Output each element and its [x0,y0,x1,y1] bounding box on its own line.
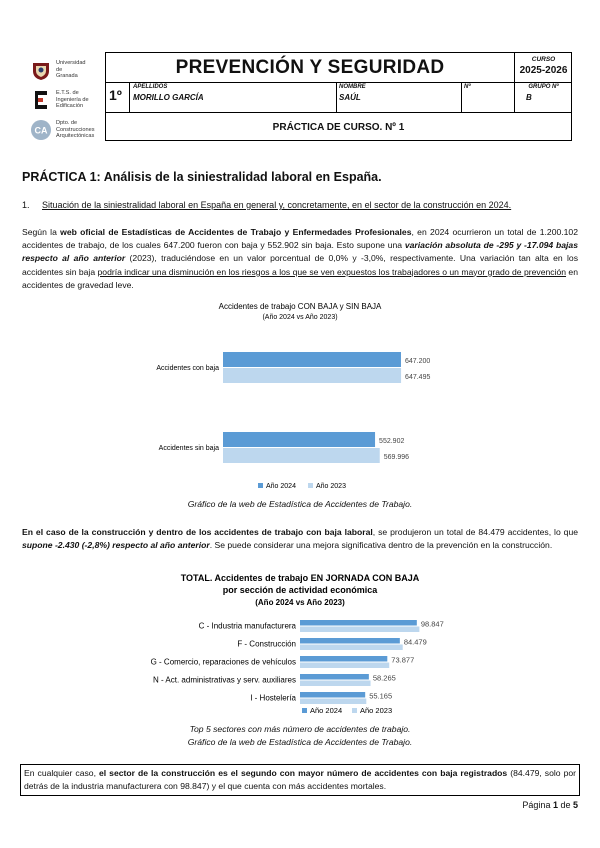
logo-text-line: Universidad [56,60,86,67]
apellidos-label: APELLIDOS [133,84,168,90]
section-item [22,200,511,210]
data-label: 569.996 [383,454,410,461]
logo-text-line: Granada [56,73,78,80]
data-label: 58.265 [372,673,396,683]
caption-chart-2b: Gráfico de la web de Estadística de Accidentes de Trabajo. [187,737,413,747]
page-title: PREVENCIÓN Y SEGURIDAD [175,57,445,78]
page-number: Página 1 de 5 [522,800,578,810]
bar [223,352,401,367]
caption-chart-1: Gráfico de la web de Estadística de Accidentes de Trabajo. [187,499,413,509]
bar [300,663,389,669]
bar [223,368,401,383]
category-label: Accidentes sin baja [158,445,219,452]
dca-logo-icon [30,119,52,141]
legend-swatch [302,708,307,713]
chart-title: TOTAL. Accidentes de trabajo EN JORNADA CON BAJA [180,573,420,583]
curso-value: 2025-2026 [519,65,568,76]
chart-subtitle: (Año 2024 vs Año 2023) [262,314,338,321]
bar [300,638,400,644]
university-crest-icon [30,59,52,81]
logo-university [30,55,105,85]
grupo-value: B [526,93,532,102]
category-label: F - Construcción [237,639,296,649]
category-label: I - Hostelería [250,693,296,703]
data-label: 647.200 [404,358,431,365]
bar [300,627,419,633]
data-label: 647.495 [405,374,431,381]
data-label: 84.479 [403,637,427,647]
bar [300,692,365,698]
item-text: Situación de la siniestralidad laboral en España en general y, concretamente, en el sector de la construcción en 2024. [42,200,512,210]
bar [300,681,371,687]
conclusion-box: En cualquier caso, el sector de la construcción es el segundo con mayor número de accidentes con baja registrados (84.479, solo por detrás de la industria manufacturera con 98.847) y el que cuenta con más accidentes mortales. [20,764,580,796]
practica-title: PRÁCTICA DE CURSO. Nº 1 [272,122,405,133]
legend-label: Año 2024 [310,706,343,715]
category-label: G - Comercio, reparaciones de vehículos [150,657,296,667]
legend-swatch [258,483,263,488]
chart-legend [302,706,392,715]
bar [223,448,380,463]
bar [300,674,369,680]
legend-swatch [352,708,357,713]
bar [300,699,366,705]
nombre-label: NOMBRE [339,84,366,90]
logo-text-line: Construcciones [56,126,95,133]
data-label: 55.165 [369,691,393,701]
nombre-value: SAÚL [339,93,361,102]
logo-text-line: Edificación [56,103,84,110]
section-title: PRÁCTICA 1: Análisis de la siniestralidad laboral en España. [22,170,382,184]
ne-label: Nº [464,84,471,90]
data-label: 98.847 [420,619,444,629]
data-label: 552.902 [379,438,405,445]
logo-column [30,55,105,145]
chart-con-sin-baja [100,298,500,496]
logo-etsie [30,85,105,115]
logo-text-line: E.T.S. de [56,90,79,97]
legend-swatch [308,483,313,488]
logo-text-line: de [56,66,63,73]
data-label: 73.877 [391,655,415,665]
legend-label: Año 2024 [266,483,296,490]
logo-text-line: Arquitectónicas [56,133,95,140]
caption-chart-2a: Top 5 sectores con más número de accidentes de trabajo. [189,724,411,734]
bar [300,656,387,662]
header-table [105,52,572,141]
chart-subtitle: por sección de actividad económica [222,585,378,595]
course-number: 1º [109,87,122,103]
category-label: N - Act. administrativas y serv. auxiliares [152,675,296,685]
logo-text-line: Dpto. de [56,120,78,127]
category-label: Accidentes con baja [156,365,219,372]
legend-label: Año 2023 [360,706,393,715]
chart-top5-sectores [80,570,520,720]
paragraph-construction: En el caso de la construcción y dentro de los accidentes de trabajo con baja laboral, se produjeron un total de 84.479 accidentes, lo que supone -2.430 (-2,8%) respecto al año anterior. Se puede considerar una mejora significativa dentro de la prevención en la construcción. [22,527,579,551]
legend-label: Año 2023 [316,483,346,490]
etsie-logo-icon [30,89,52,111]
paragraph-general-stats: Según la web oficial de Estadísticas de Accidentes de Trabajo y Enfermedades Profesionales, en 2024 ocurrieron un total de 1.200.102 accidentes de trabajo, de los cuales 647.200 fueron con baja y 552.902 sin baja. Esto supone una variación absoluta de -295 y -17.094 bajas respecto al año anterior (2023), traduciéndose en un valor porcentual de 0,0% y -3,0%, respectivamente. Una variación tan alta en los accidentes sin baja podría indicar una disminución en los riesgos a los que se ven expuestos los trabajadores o un mayor grado de prevención en accidentes de gravedad leve. [22,227,578,290]
bar [300,620,417,626]
logo-text-line: Ingeniería de [56,96,89,103]
chart-legend [258,483,346,490]
apellidos-value: MORILLO GARCÍA [133,93,204,102]
chart-subtitle-years: (Año 2024 vs Año 2023) [255,598,345,607]
bar [300,645,403,651]
grupo-label: GRUPO Nº [528,84,559,90]
bar [223,432,375,447]
item-number: 1. [22,200,30,210]
chart-title: Accidentes de trabajo CON BAJA y SIN BAJA [218,302,382,311]
logo-dca [30,115,105,145]
logo-mark-text: CA [34,125,48,136]
category-label: C - Industria manufacturera [198,621,296,631]
curso-label: CURSO [531,56,556,63]
